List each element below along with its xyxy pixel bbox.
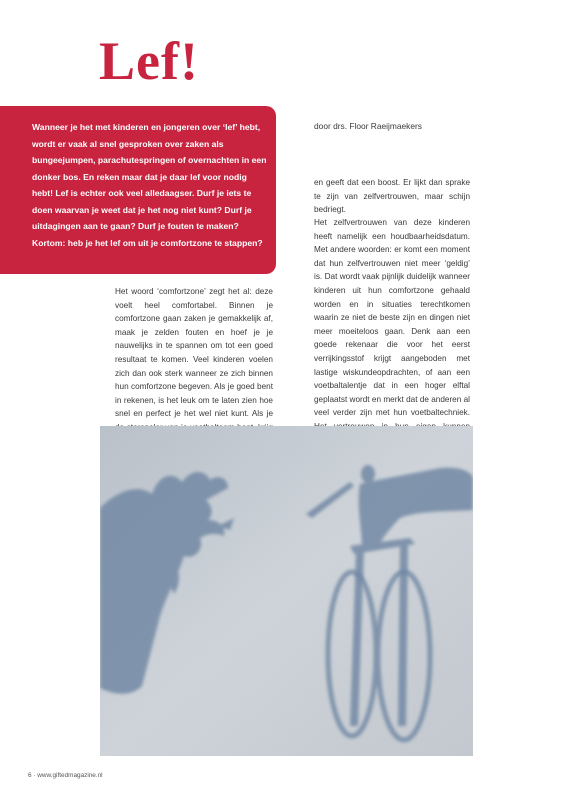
body-column-right-top: en geeft dat een boost. Er lijkt dan sprake te zijn van zelfvertrouwen, maar schijn bedriegt. bbox=[314, 178, 470, 215]
body-column-left: Het woord ‘comfortzone’ zegt het al: deze voelt heel comfortabel. Binnen je comfortzone gaan zaken je gemakkelijk af, maak je zelden fouten en hoef je je nauwelijks in te spannen om tot een goed resultaat te komen. Veel kinderen voelen zich dan ook sterk wanneer ze zich binnen hun comfortzone begeven. Als je goed bent in rekenen, is het leuk om te laten zien hoe snel en perfect je het wel niet kunt. Als je bbox=[115, 287, 273, 419]
byline: door drs. Floor Raeijmaekers bbox=[314, 121, 422, 131]
article-title: Lef! bbox=[99, 31, 199, 91]
page-footer: 6 · www.giftedmagazine.nl bbox=[28, 772, 103, 779]
intro-box bbox=[0, 106, 276, 274]
body-column-right: Het zelfvertrouwen van deze kinderen heeft namelijk een houdbaarheidsdatum. Met andere woorden: er komt een moment dat hun zelfvertrouwen niet meer ‘geldig’ is. Dat wordt vaak pijnlijk duidelijk wanneer kinderen uit hun comfortzone gehaald worden en in situaties terechtkomen waarin ze niet de beste zijn en dingen niet meer moeiteloos gaan. Denk aan een goede rekenaar die voor het eerst verrijkingsstof krijgt aangeboden met lastige wiskundeopdrachten, of aan een voetbaltalentje dat in een hoger elftal geplaatst wordt en merkt dat de anderen al veel verder zijn met hun voetbaltechniek. bbox=[314, 218, 470, 418]
intro-text: Wanneer je het met kinderen en jongeren over ‘lef’ hebt, wordt er vaak al snel gesproken over zaken als bungeejumpen, parachutespringen of overnachten in een donker bos. En reken maar dat je daar lef voor nodig hebt! Lef is echter ook veel alledaagser. Durf je iets te doen waarvan je weet dat je het nog niet kunt? Durf je uitdagingen aan te gaan? Durf je fouten te maken? Kortom: heb je het lef om uit je comfortzone te stappen? bbox=[32, 122, 267, 248]
photo-dragon-knight-shadow bbox=[100, 426, 473, 756]
